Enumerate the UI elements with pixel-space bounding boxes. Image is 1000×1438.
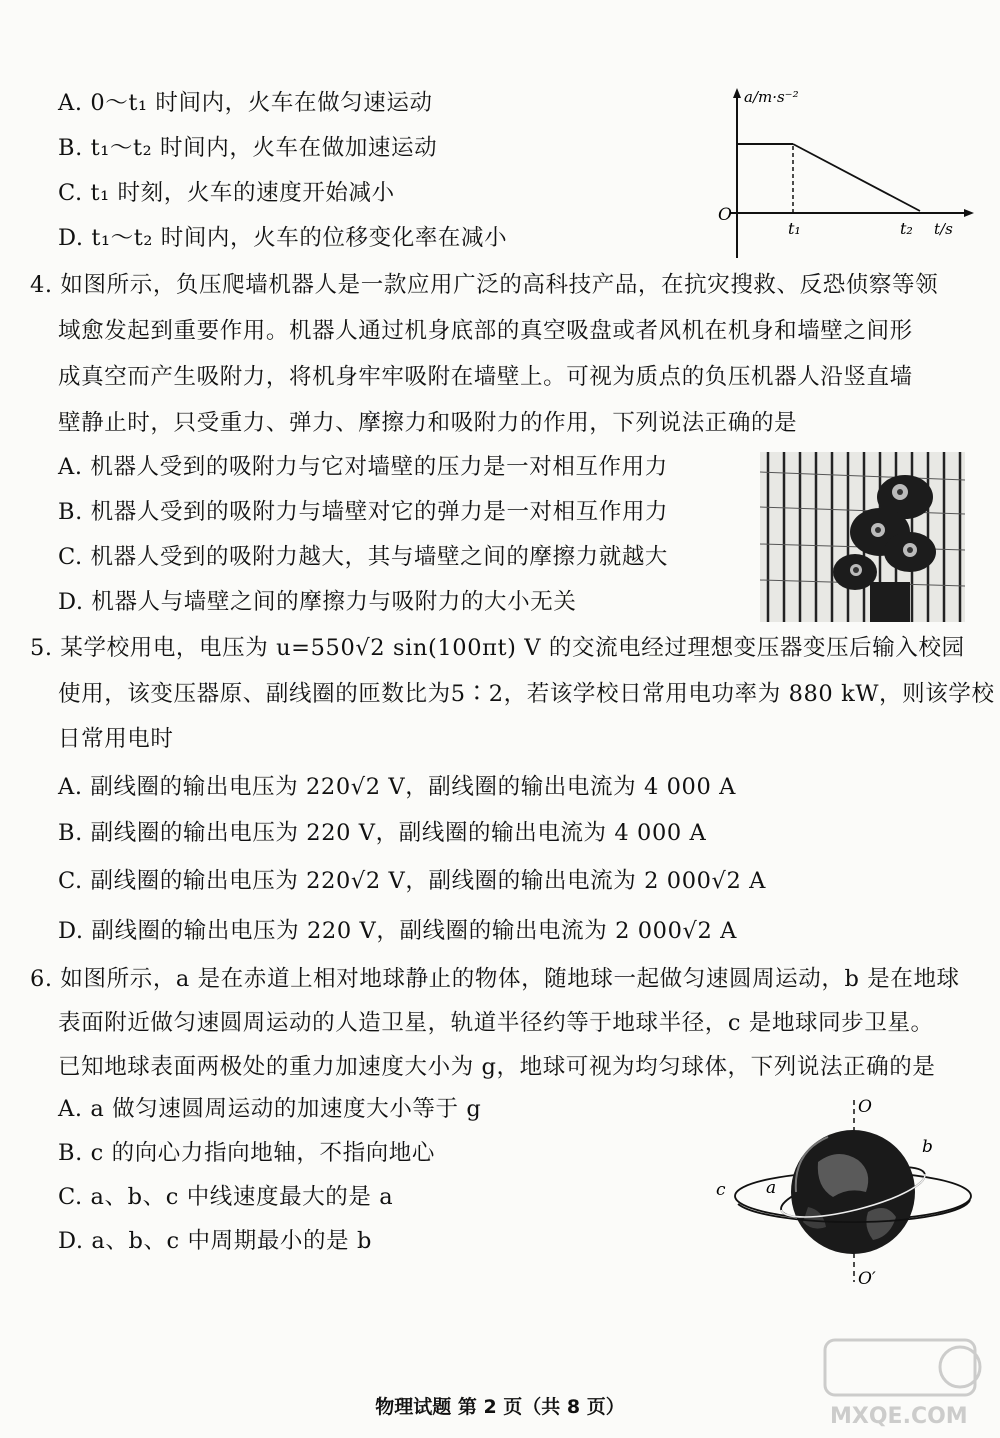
q3-option-d: D. t₁～t₂ 时间内，火车的位移变化率在减小 [58,225,508,251]
q4-stem-line3: 成真空而产生吸附力，将机身牢牢吸附在墙壁上。可视为质点的负压机器人沿竖直墙 [58,364,913,390]
graph-origin: O [718,205,732,225]
q6-option-a: A. a 做匀速圆周运动的加速度大小等于 g [58,1096,482,1122]
q5-stem-line1: 5. 某学校用电，电压为 u=550√2 sin(100πt) V 的交流电经过理想变压器变压后输入校园 [30,635,965,661]
q6-stem-line3: 已知地球表面两极处的重力加速度大小为 g，地球可视为均匀球体，下列说法正确的是 [58,1054,936,1080]
q6-option-b: B. c 的向心力指向地轴，不指向地心 [58,1140,435,1166]
watermark-text: MXQE.COM [830,1404,968,1429]
graph-t2: t₂ [900,219,913,238]
wall-climbing-robot-photo [760,452,965,622]
q6-stem-line1: 6. 如图所示，a 是在赤道上相对地球静止的物体，随地球一起做匀速圆周运动，b 是在地球 [30,966,960,992]
q3-option-a: A. 0～t₁ 时间内，火车在做匀速运动 [58,90,433,116]
label-c: c [716,1180,726,1200]
q3-option-c: C. t₁ 时刻，火车的速度开始减小 [58,180,395,206]
q6-option-c: C. a、b、c 中线速度最大的是 a [58,1184,394,1210]
label-O-prime: O′ [858,1269,876,1289]
q5-option-d: D. 副线圈的输出电压为 220 V，副线圈的输出电流为 2 000√2 A [58,918,737,944]
q4-option-a: A. 机器人受到的吸附力与它对墙壁的压力是一对相互作用力 [58,454,668,480]
q4-option-d: D. 机器人与墙壁之间的摩擦力与吸附力的大小无关 [58,589,577,615]
q4-option-c: C. 机器人受到的吸附力越大，其与墙壁之间的摩擦力就越大 [58,544,669,570]
q5-option-a: A. 副线圈的输出电压为 220√2 V，副线圈的输出电流为 4 000 A [58,774,736,800]
graph-ylabel: a/m·s⁻² [744,88,799,106]
q4-stem-line4: 壁静止时，只受重力、弹力、摩擦力和吸附力的作用，下列说法正确的是 [58,410,798,436]
q6-stem-line2: 表面附近做匀速圆周运动的人造卫星，轨道半径约等于地球半径，c 是地球同步卫星。 [58,1010,934,1036]
q5-stem-line2: 使用，该变压器原、副线圈的匝数比为5∶2，若该学校日常用电功率为 880 kW，则该学校 [58,681,995,707]
page-footer: 物理试题 第 2 页（共 8 页） [375,1396,625,1418]
label-O: O [858,1097,872,1117]
q5-stem-line3: 日常用电时 [58,726,174,752]
q4-stem-line2: 域愈发起到重要作用。机器人通过机身底部的真空吸盘或者风机在机身和墙壁之间形 [58,318,913,344]
q4-option-b: B. 机器人受到的吸附力与墙壁对它的弹力是一对相互作用力 [58,499,669,525]
q5-option-b: B. 副线圈的输出电压为 220 V，副线圈的输出电流为 4 000 A [58,820,707,846]
earth-orbit-diagram [708,1092,978,1292]
label-b: b [922,1137,933,1157]
acceleration-time-graph [710,80,980,265]
q5-option-c: C. 副线圈的输出电压为 220√2 V，副线圈的输出电流为 2 000√2 A [58,868,766,894]
graph-t1: t₁ [788,219,801,238]
q3-option-b: B. t₁～t₂ 时间内，火车在做加速运动 [58,135,438,161]
q6-option-d: D. a、b、c 中周期最小的是 b [58,1228,372,1254]
q4-stem-line1: 4. 如图所示，负压爬墙机器人是一款应用广泛的高科技产品，在抗灾搜救、反恐侦察等领 [30,272,939,298]
graph-xlabel: t/s [934,220,953,238]
label-a: a [766,1178,777,1198]
